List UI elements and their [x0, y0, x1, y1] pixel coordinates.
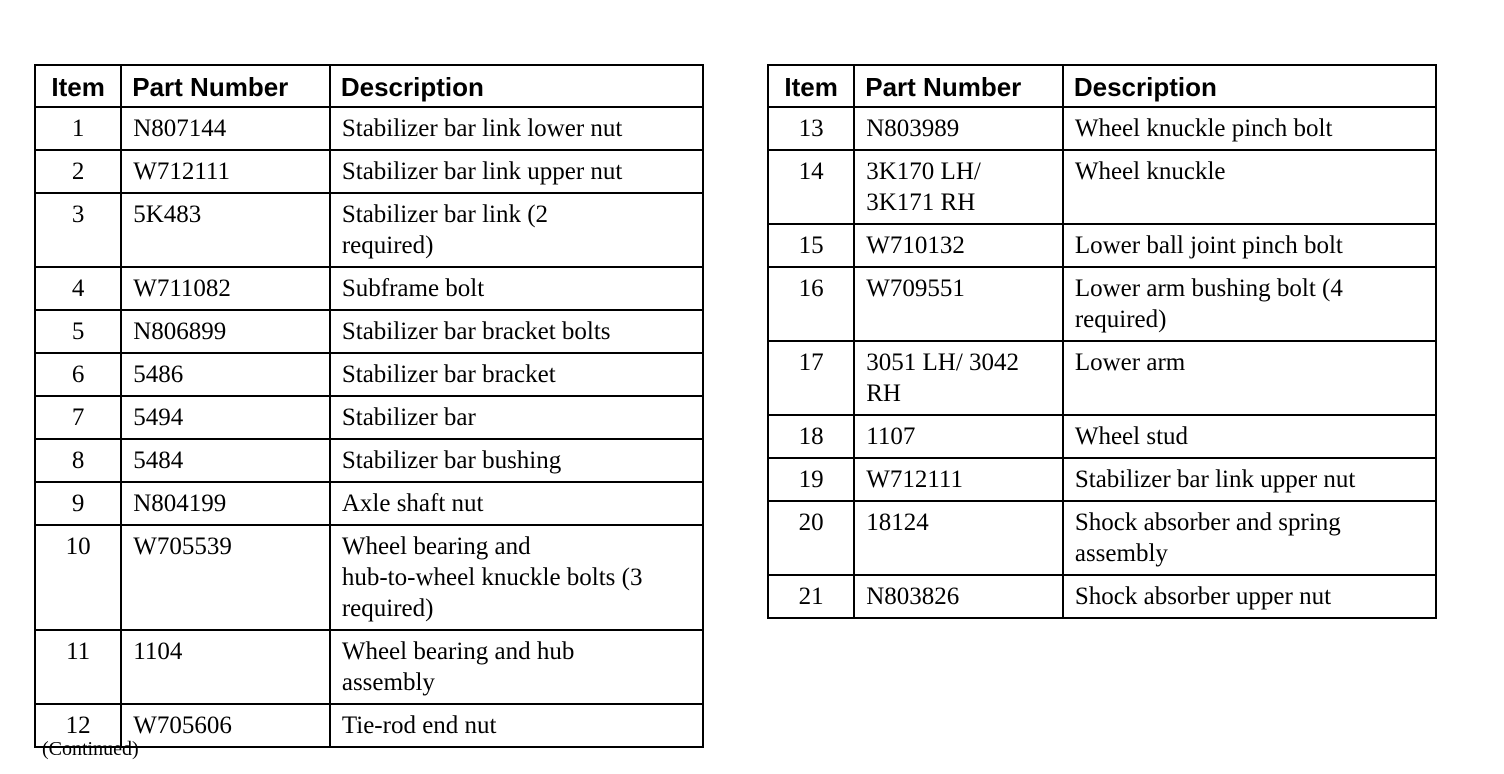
- part-number-cell: 5484: [121, 439, 330, 482]
- item-column-header: Item: [35, 65, 121, 107]
- description-cell: Tie-rod end nut: [330, 704, 703, 747]
- item-number-cell: 1: [35, 107, 121, 150]
- description-cell: Subframe bolt: [330, 267, 703, 310]
- table-row: [35, 630, 703, 704]
- table-row: [35, 150, 703, 193]
- table-row: [35, 353, 703, 396]
- description-cell: Stabilizer bar link upper nut: [330, 150, 703, 193]
- item-number-cell: 3: [35, 193, 121, 267]
- part-number-cell: W710132: [854, 224, 1063, 267]
- item-number-cell: 9: [35, 482, 121, 525]
- item-number-cell: 12: [35, 704, 121, 747]
- part-number-cell: 1104: [121, 630, 330, 704]
- parts-table-right: [767, 64, 1437, 619]
- description-column-header: Description: [1063, 65, 1436, 107]
- part-number-cell: N806899: [121, 310, 330, 353]
- part-number-cell: W709551: [854, 267, 1063, 341]
- item-number-cell: 13: [768, 107, 854, 150]
- table-row: [35, 439, 703, 482]
- part-number-cell: N803989: [854, 107, 1063, 150]
- table-row: [35, 267, 703, 310]
- item-number-cell: 21: [768, 575, 854, 618]
- part-number-cell: 3K170 LH/ 3K171 RH: [854, 150, 1063, 224]
- description-cell: Shock absorber upper nut: [1063, 575, 1436, 618]
- item-number-cell: 17: [768, 341, 854, 415]
- parts-table-left: [34, 64, 704, 748]
- item-column-header: Item: [768, 65, 854, 107]
- part-number-cell: W711082: [121, 267, 330, 310]
- part-number-cell: N803826: [854, 575, 1063, 618]
- table-row: [35, 310, 703, 353]
- description-cell: Stabilizer bar bracket: [330, 353, 703, 396]
- description-cell: Stabilizer bar bushing: [330, 439, 703, 482]
- description-cell: Wheel stud: [1063, 415, 1436, 458]
- description-cell: Stabilizer bar link (2 required): [330, 193, 703, 267]
- item-number-cell: 14: [768, 150, 854, 224]
- description-cell: Shock absorber and spring assembly: [1063, 501, 1436, 575]
- table-header-row: [768, 65, 1436, 107]
- part-number-cell: W712111: [854, 458, 1063, 501]
- item-number-cell: 7: [35, 396, 121, 439]
- table-row: [768, 107, 1436, 150]
- item-number-cell: 20: [768, 501, 854, 575]
- part-number-cell: 1107: [854, 415, 1063, 458]
- description-cell: Wheel knuckle pinch bolt: [1063, 107, 1436, 150]
- description-cell: Axle shaft nut: [330, 482, 703, 525]
- item-number-cell: 4: [35, 267, 121, 310]
- table-row: [768, 458, 1436, 501]
- description-cell: Stabilizer bar: [330, 396, 703, 439]
- item-number-cell: 10: [35, 525, 121, 630]
- description-cell: Stabilizer bar link upper nut: [1063, 458, 1436, 501]
- description-cell: Wheel bearing and hub assembly: [330, 630, 703, 704]
- description-cell: Wheel bearing and hub-to-wheel knuckle bolts (3 required): [330, 525, 703, 630]
- table-row: [35, 396, 703, 439]
- description-cell: Wheel knuckle: [1063, 150, 1436, 224]
- continued-note: (Continued): [42, 738, 139, 760]
- part-number-cell: W705606: [121, 704, 330, 747]
- item-number-cell: 19: [768, 458, 854, 501]
- part-number-cell: 3051 LH/ 3042 RH: [854, 341, 1063, 415]
- description-cell: Lower ball joint pinch bolt: [1063, 224, 1436, 267]
- part-number-column-header: Part Number: [121, 65, 330, 107]
- item-number-cell: 2: [35, 150, 121, 193]
- item-number-cell: 18: [768, 415, 854, 458]
- table-row: [768, 267, 1436, 341]
- item-number-cell: 8: [35, 439, 121, 482]
- table-row: [768, 575, 1436, 618]
- table-row: [35, 525, 703, 630]
- part-number-cell: W705539: [121, 525, 330, 630]
- item-number-cell: 6: [35, 353, 121, 396]
- table-header-row: [35, 65, 703, 107]
- table-row: [768, 224, 1436, 267]
- part-number-cell: 5486: [121, 353, 330, 396]
- table-row: [768, 501, 1436, 575]
- description-cell: Stabilizer bar link lower nut: [330, 107, 703, 150]
- item-number-cell: 11: [35, 630, 121, 704]
- part-number-cell: 5494: [121, 396, 330, 439]
- table-row: [35, 193, 703, 267]
- table-row: [35, 107, 703, 150]
- table-row: [35, 482, 703, 525]
- description-column-header: Description: [330, 65, 703, 107]
- table-row: [768, 150, 1436, 224]
- part-number-cell: W712111: [121, 150, 330, 193]
- item-number-cell: 16: [768, 267, 854, 341]
- item-number-cell: 15: [768, 224, 854, 267]
- description-cell: Lower arm: [1063, 341, 1436, 415]
- part-number-column-header: Part Number: [854, 65, 1063, 107]
- part-number-cell: N807144: [121, 107, 330, 150]
- table-row: [768, 415, 1436, 458]
- part-number-cell: 18124: [854, 501, 1063, 575]
- part-number-cell: N804199: [121, 482, 330, 525]
- part-number-cell: 5K483: [121, 193, 330, 267]
- table-row: [768, 341, 1436, 415]
- description-cell: Lower arm bushing bolt (4 required): [1063, 267, 1436, 341]
- item-number-cell: 5: [35, 310, 121, 353]
- description-cell: Stabilizer bar bracket bolts: [330, 310, 703, 353]
